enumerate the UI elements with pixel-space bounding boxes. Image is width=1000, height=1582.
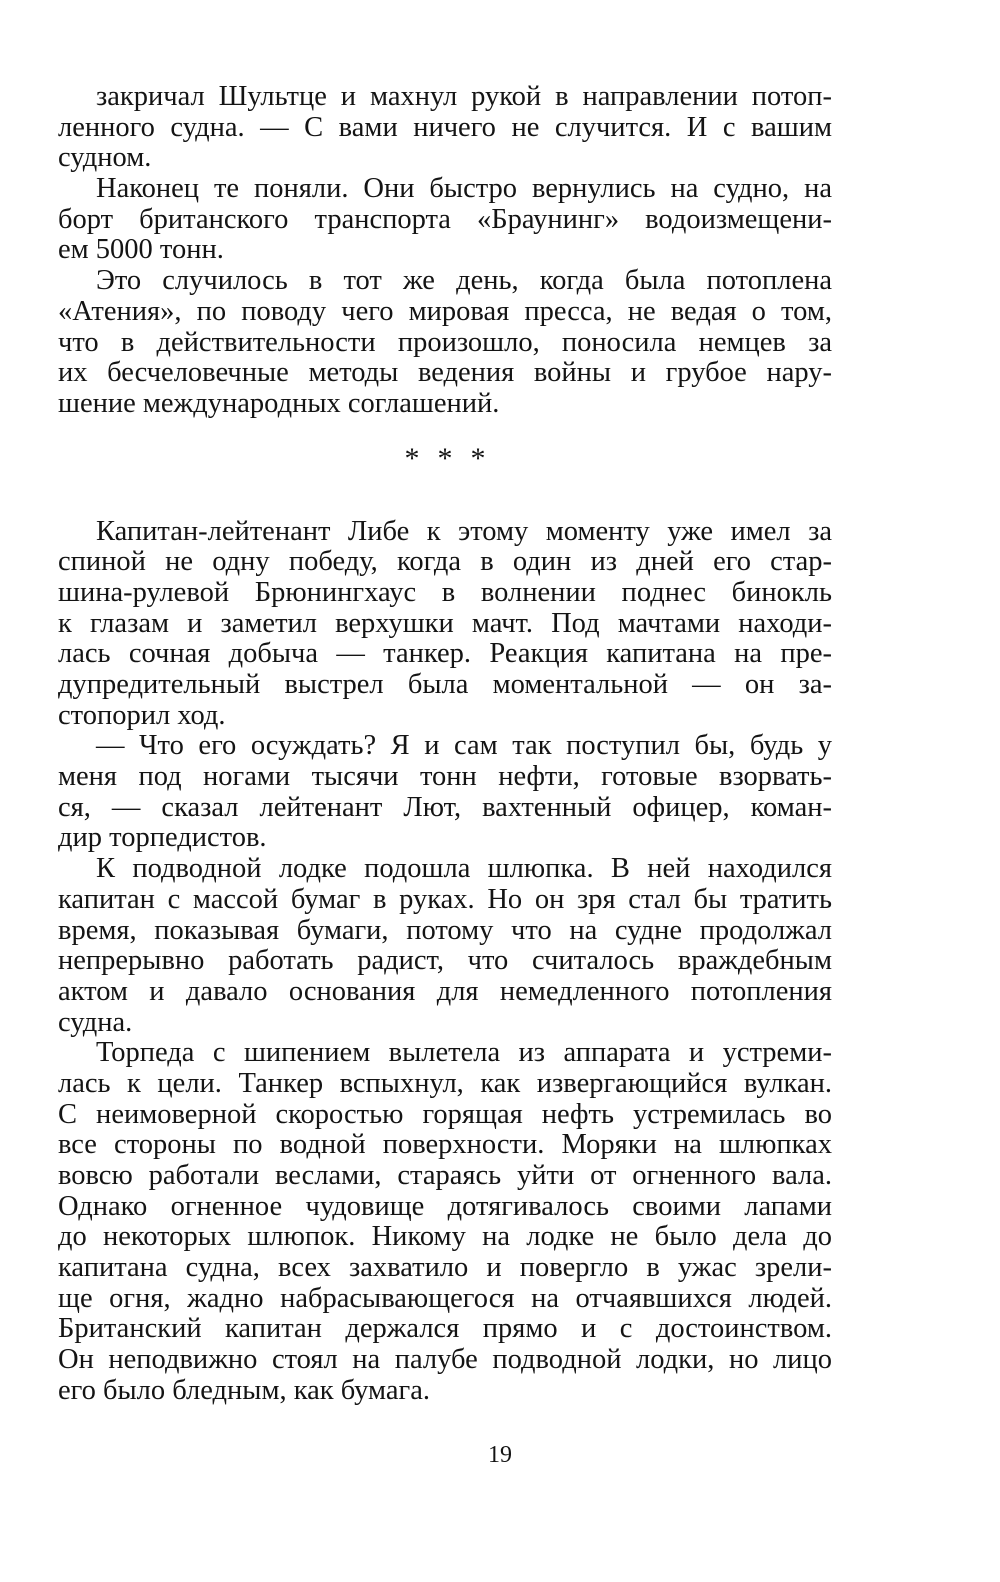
text-line: до некоторых шлюпок. Никому на лодке не было дела до [58, 1221, 832, 1253]
text-line: судна. [58, 1006, 133, 1038]
text-line: к глазам и заметил верхушки мачт. Под мачтами находи- [58, 607, 832, 639]
text-line: спиной не одну победу, когда в один из дней его стар- [58, 546, 832, 578]
text-line: — Что его осуждать? Я и сам так поступил бы, будь у [96, 730, 832, 762]
text-line: ся, — сказал лейтенант Лют, вахтенный офицер, коман- [58, 791, 832, 823]
paragraph [58, 517, 832, 732]
text-line: Наконец те поняли. Они быстро вернулись на судно, на [96, 173, 832, 205]
text-line: меня под ногами тысячи тонн нефти, готовые взорвать- [58, 761, 832, 793]
text-line: К подводной лодке подошла шлюпка. В ней находился [96, 853, 832, 885]
text-block-top [58, 82, 832, 420]
text-line: борт британского транспорта «Браунинг» водоизмещени- [58, 203, 832, 235]
text-line: судном. [58, 142, 152, 174]
text-line: ленного судна. — С вами ничего не случится. И с вашим [58, 111, 832, 143]
paragraph [58, 82, 832, 174]
paragraph [58, 1038, 832, 1406]
text-line: шина-рулевой Брюнингхаус в волнении поднес бинокль [58, 576, 832, 608]
text-line: Он неподвижно стоял на палубе подводной лодки, но лицо [58, 1344, 832, 1376]
text-line: время, показывая бумаги, потому что на судне продолжал [58, 914, 832, 946]
text-line: ще огня, жадно набрасывающегося на отчаявшихся людей. [58, 1282, 832, 1314]
text-line: Однако огненное чудовище дотягивалось своими лапами [58, 1190, 832, 1222]
text-line: дир торпедистов. [58, 822, 267, 854]
text-line: все стороны по водной поверхности. Моряки на шлюпках [58, 1129, 832, 1161]
text-line: стопорил ход. [58, 699, 226, 731]
text-line: С неимоверной скоростью горящая нефть устремилась во [58, 1098, 832, 1130]
text-line: «Атения», по поводу чего мировая пресса, не ведая о том, [58, 295, 832, 327]
text-line: вовсю работали веслами, стараясь уйти от огненного вала. [58, 1160, 832, 1191]
page-number: 19 [488, 1442, 512, 1468]
page-body [58, 82, 832, 1407]
text-line: Торпеда с шипением вылетела из аппарата и устреми- [96, 1037, 832, 1069]
text-line: актом и давало основания для немедленного потопления [58, 975, 832, 1007]
text-line: Это случилось в тот же день, когда была потоплена [96, 265, 832, 297]
section-separator: *** [404, 441, 504, 475]
text-line: закричал Шультце и махнул рукой в направлении потоп- [96, 81, 832, 112]
text-line: лась к цели. Танкер вспыхнул, как извергающийся вулкан. [58, 1067, 832, 1099]
text-line: капитана судна, всех захватило и повергло в ужас зрели- [58, 1252, 832, 1284]
text-line: их бесчеловечные методы ведения войны и грубое нару- [58, 357, 832, 389]
paragraph [58, 854, 832, 1038]
paragraph [58, 731, 832, 854]
text-line: лась сочная добыча — танкер. Реакция капитана на пре- [58, 638, 832, 670]
text-line: Британский капитан держался прямо и с достоинством. [58, 1313, 832, 1345]
text-line: шение международных соглашений. [58, 387, 500, 419]
text-line: что в действительности произошло, поносила немцев за [58, 326, 832, 358]
text-line: Капитан-лейтенант Либе к этому моменту уже имел за [96, 515, 832, 547]
text-line: дупредительный выстрел была моментальной — он за- [58, 669, 832, 700]
paragraph [58, 266, 832, 419]
text-block-bottom [58, 517, 832, 1407]
text-line: непрерывно работать радист, что считалось враждебным [58, 945, 832, 977]
paragraph [58, 174, 832, 266]
text-line: его было бледным, как бумага. [58, 1374, 431, 1406]
text-line: капитан с массой бумаг в руках. Но он зря стал бы тратить [58, 883, 832, 915]
text-line: ем 5000 тонн. [58, 234, 224, 266]
